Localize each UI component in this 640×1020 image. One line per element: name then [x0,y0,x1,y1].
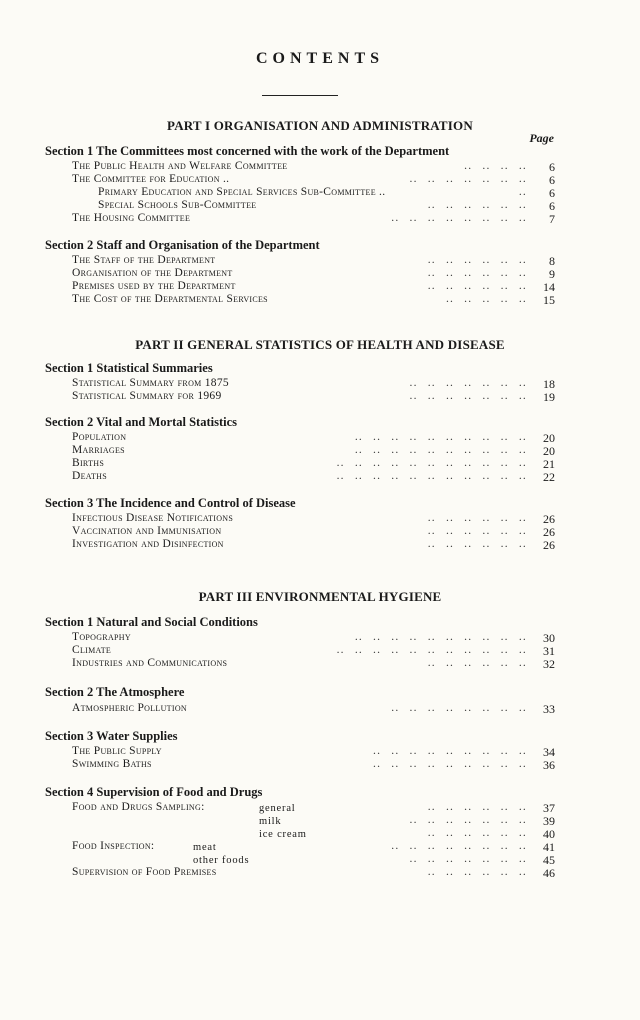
toc-entry[interactable] [72,631,555,644]
part3-section1-heading: Section 1 Natural and Social Conditions [45,615,258,629]
toc-entry-label: Population [72,431,127,443]
toc-entry-page: 33 [543,702,555,716]
contents-title: CONTENTS [255,50,385,67]
part3-section4-heading: Section 4 Supervision of Food and Drugs [45,785,263,799]
leader-dots: .. .. .. .. .. .. [427,657,527,669]
toc-entry[interactable] [72,538,555,551]
toc-entry[interactable] [72,160,555,173]
toc-entry-page: 39 [543,814,555,828]
toc-entry-page: 34 [543,745,555,759]
toc-entry[interactable] [72,853,555,866]
toc-entry-label: The Cost of the Departmental Services [72,293,268,305]
toc-entry[interactable] [72,702,555,715]
toc-entry-page: 46 [543,866,555,880]
toc-entry[interactable] [72,801,555,814]
toc-entry-label: Vaccination and Immunisation [72,525,222,537]
part1-section2-heading: Section 2 Staff and Organisation of the Department [45,238,320,252]
toc-entry-page: 8 [549,254,555,268]
toc-entry[interactable] [72,866,555,879]
toc-entry-label: Special Schools Sub-Committee [98,199,257,211]
toc-entry[interactable] [72,444,555,457]
toc-entry[interactable] [72,280,555,293]
toc-entry[interactable] [72,254,555,267]
leader-dots: .. .. .. .. .. .. [427,512,527,524]
leader-dots: .. [518,186,527,198]
part-3-title: PART III ENVIRONMENTAL HYGIENE [198,589,442,604]
toc-entry[interactable] [72,431,555,444]
toc-entry-label: Topography [72,631,131,643]
toc-entry-page: 32 [543,657,555,671]
toc-entry-page: 36 [543,758,555,772]
toc-entry[interactable] [72,293,555,306]
leader-dots: .. .. .. .. .. .. [427,267,527,279]
leader-dots: .. .. .. .. .. .. .. .. .. .. .. [336,457,527,469]
leader-dots: .. .. .. .. .. .. .. [409,377,527,389]
toc-entry[interactable] [72,457,555,470]
leader-dots: .. .. .. .. .. .. [427,199,527,211]
leader-dots: .. .. .. .. .. .. .. .. [391,840,527,852]
toc-entry-label: The Staff of the Department [72,254,216,266]
part-1-title: PART I ORGANISATION AND ADMINISTRATION [167,118,473,133]
toc-entry-page: 20 [543,431,555,445]
toc-entry-label: The Public Supply [72,745,162,757]
leader-dots: .. .. .. .. .. .. .. [409,814,527,826]
toc-entry[interactable] [72,644,555,657]
leader-dots: .. .. .. .. .. .. [427,827,527,839]
toc-entry-label: The Committee for Education .. [72,173,230,185]
toc-entry-page: 40 [543,827,555,841]
leader-dots: .. .. .. .. .. .. .. .. [391,702,527,714]
toc-entry-page: 6 [549,173,555,187]
part2-section3-heading: Section 3 The Incidence and Control of Disease [45,496,296,510]
leader-dots: .. .. .. .. .. .. .. .. .. .. .. [336,470,527,482]
leader-dots: .. .. .. .. .. .. .. .. .. .. [354,431,527,443]
toc-entry-label: Food Inspection: [72,840,155,852]
toc-entry[interactable] [72,267,555,280]
toc-entry-label: The Housing Committee [72,212,191,224]
toc-entry-label: Investigation and Disinfection [72,538,224,550]
sub-item-other-foods: other foods [193,855,250,866]
part-2-title: PART II GENERAL STATISTICS OF HEALTH AND DISEASE [135,337,505,352]
toc-entry[interactable] [72,173,555,186]
toc-entry[interactable] [72,758,555,771]
leader-dots: .. .. .. .. .. .. [427,538,527,550]
sub-item-general: general [259,803,296,814]
sub-item-milk: milk [259,816,282,827]
part2-section1-heading: Section 1 Statistical Summaries [45,361,213,375]
toc-entry-page: 37 [543,801,555,815]
toc-entry[interactable] [72,525,555,538]
toc-entry-page: 6 [549,160,555,174]
toc-entry-label: The Public Health and Welfare Committee [72,160,288,172]
toc-entry-label: Marriages [72,444,125,456]
toc-entry-page: 9 [549,267,555,281]
toc-entry-page: 26 [543,538,555,552]
toc-entry-label: Premises used by the Department [72,280,236,292]
toc-entry[interactable] [72,470,555,483]
toc-entry[interactable] [98,199,555,212]
toc-entry-label: Statistical Summary for 1969 [72,390,222,402]
toc-entry-label: Births [72,457,105,469]
leader-dots: .. .. .. .. .. .. .. .. .. [373,745,527,757]
leader-dots: .. .. .. .. .. .. [427,866,527,878]
toc-entry-label: Deaths [72,470,107,482]
toc-entry-page: 18 [543,377,555,391]
toc-entry-label: Atmospheric Pollution [72,702,187,714]
leader-dots: .. .. .. .. .. .. [427,254,527,266]
toc-entry-page: 20 [543,444,555,458]
toc-entry-page: 19 [543,390,555,404]
toc-entry[interactable] [72,827,555,840]
title-rule [262,95,338,96]
toc-entry-label: Infectious Disease Notifications [72,512,234,524]
leader-dots: .. .. .. .. .. .. .. .. .. [373,758,527,770]
toc-entry-page: 15 [543,293,555,307]
leader-dots: .. .. .. .. .. [445,293,527,305]
sub-item-ice-cream: ice cream [259,829,307,840]
part1-section1-heading: Section 1 The Committees most concerned with the work of the Department [45,144,450,158]
toc-entry-page: 21 [543,457,555,471]
leader-dots: .. .. .. .. .. .. .. [409,390,527,402]
toc-entry-page: 26 [543,512,555,526]
toc-entry-label: Supervision of Food Premises [72,866,217,878]
toc-entry-page: 31 [543,644,555,658]
leader-dots: .. .. .. .. .. .. .. [409,853,527,865]
toc-entry-label: Swimming Baths [72,758,152,770]
toc-entry-page: 41 [543,840,555,854]
sub-item-meat: meat [193,842,217,853]
leader-dots: .. .. .. .. .. .. .. .. [391,212,527,224]
toc-entry-label: Climate [72,644,112,656]
toc-entry[interactable] [72,814,555,827]
toc-entry-page: 45 [543,853,555,867]
toc-entry-page: 14 [543,280,555,294]
toc-entry-page: 30 [543,631,555,645]
leader-dots: .. .. .. .. .. .. .. [409,173,527,185]
toc-entry[interactable] [98,186,555,199]
part3-section3-heading: Section 3 Water Supplies [45,729,178,743]
leader-dots: .. .. .. .. .. .. [427,525,527,537]
toc-entry[interactable] [72,840,555,853]
leader-dots: .. .. .. .. .. .. [427,280,527,292]
toc-entry-page: 6 [549,199,555,213]
toc-entry[interactable] [72,745,555,758]
toc-entry-label: Statistical Summary from 1875 [72,377,229,389]
toc-entry-label: Primary Education and Special Services Sub-Committee .. [98,186,386,198]
toc-entry[interactable] [72,212,555,225]
leader-dots: .. .. .. .. .. .. .. .. .. .. [354,444,527,456]
page-column-header: Page [529,131,554,145]
toc-entry-page: 26 [543,525,555,539]
toc-entry[interactable] [72,377,555,390]
toc-entry-label: Organisation of the Department [72,267,233,279]
toc-entry[interactable] [72,657,555,670]
toc-entry-page: 6 [549,186,555,200]
leader-dots: .. .. .. .. .. .. [427,801,527,813]
toc-entry-page: 22 [543,470,555,484]
leader-dots: .. .. .. .. [464,160,527,172]
leader-dots: .. .. .. .. .. .. .. .. .. .. .. [336,644,527,656]
part2-section2-heading: Section 2 Vital and Mortal Statistics [45,415,238,429]
toc-entry-label: Food and Drugs Sampling: [72,801,205,813]
toc-entry[interactable] [72,512,555,525]
toc-entry[interactable] [72,390,555,403]
toc-entry-label: Industries and Communications [72,657,228,669]
leader-dots: .. .. .. .. .. .. .. .. .. .. [354,631,527,643]
toc-entry-page: 7 [549,212,555,226]
part3-section2-heading: Section 2 The Atmosphere [45,685,185,699]
